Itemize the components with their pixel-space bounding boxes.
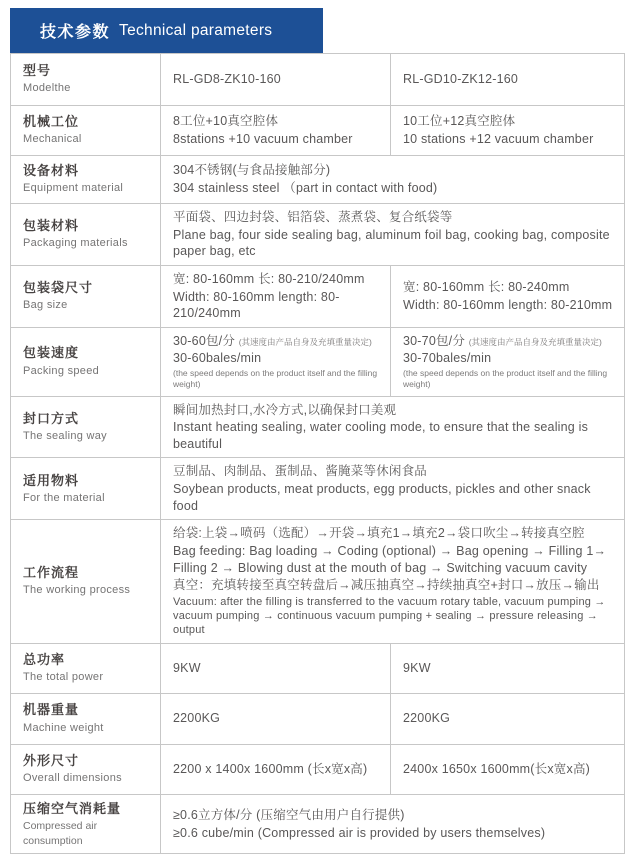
value-line: (the speed depends on the product itself and the filling weight) bbox=[403, 368, 608, 390]
value-line: (the speed depends on the product itself and the filling weight) bbox=[173, 368, 378, 390]
row-value-cell bbox=[161, 520, 625, 643]
row-label-en: Packing speed bbox=[23, 364, 100, 377]
row-value-cell bbox=[161, 643, 391, 693]
value-line: 304不锈钢(与食品接触部分) bbox=[173, 163, 331, 178]
value-line: 2200KG bbox=[403, 711, 451, 726]
row-label-zh: 包装速度 bbox=[23, 345, 80, 361]
row-label-cell bbox=[11, 458, 161, 520]
row-label-cell bbox=[11, 693, 161, 744]
table-row bbox=[11, 693, 625, 744]
value-line: RL-GD8-ZK10-160 bbox=[173, 72, 281, 87]
row-label-cell bbox=[11, 643, 161, 693]
value-line: Width: 80-160mm length: 80-210/240mm bbox=[173, 289, 340, 321]
row-value-cell bbox=[391, 106, 625, 156]
table-row bbox=[11, 458, 625, 520]
row-label-en: Equipment material bbox=[23, 182, 124, 195]
value-line: 8工位+10真空腔体 bbox=[173, 114, 279, 129]
value-line: 30-70bales/min bbox=[403, 351, 492, 366]
value-line: 2400x 1650x 1600mm(长x宽x高) bbox=[403, 761, 591, 776]
row-label-zh: 压缩空气消耗量 bbox=[23, 800, 122, 816]
value-line: 瞬间加热封口,水冷方式,以确保封口美观 bbox=[173, 402, 397, 417]
table-row bbox=[11, 643, 625, 693]
section-title-en: Technical parameters bbox=[119, 21, 273, 39]
row-value-cell bbox=[391, 744, 625, 794]
row-value-cell bbox=[161, 156, 625, 204]
row-value-cell bbox=[161, 204, 625, 266]
row-label-zh: 外形尺寸 bbox=[23, 752, 80, 768]
value-line: 豆制品、肉制品、蛋制品、酱腌菜等休闲食品 bbox=[173, 464, 428, 479]
value-line: Plane bag, four side sealing bag, aluminum foil bag, cooking bag, composite paper bag, etc bbox=[173, 227, 610, 259]
value-line: 平面袋、四边封袋、铝箔袋、蒸煮袋、复合纸袋等 bbox=[173, 210, 453, 224]
value-line: 2200 x 1400x 1600mm (长x宽x高) bbox=[173, 761, 368, 776]
value-line: 9KW bbox=[403, 660, 431, 675]
row-label-en: Bag size bbox=[23, 299, 68, 312]
table-row bbox=[11, 327, 625, 396]
table-row bbox=[11, 396, 625, 458]
table-row bbox=[11, 156, 625, 204]
row-value-cell bbox=[161, 693, 391, 744]
value-line: 30-60bales/min bbox=[173, 351, 262, 366]
row-value-cell bbox=[161, 794, 625, 854]
row-label-zh: 适用物料 bbox=[23, 472, 80, 488]
row-value-cell bbox=[161, 458, 625, 520]
row-label-en: Compressed air consumption bbox=[23, 819, 98, 847]
row-label-cell bbox=[11, 156, 161, 204]
table-row bbox=[11, 204, 625, 266]
row-label-zh: 设备材料 bbox=[23, 163, 80, 179]
value-line: 9KW bbox=[173, 660, 201, 675]
value-line: 给袋:上袋→喷码（选配）→开袋→填充1→填充2→袋口吹尘→转接真空腔 bbox=[173, 526, 585, 541]
row-label-cell bbox=[11, 744, 161, 794]
value-line: Soybean products, meat products, egg products, pickles and other snack food bbox=[173, 482, 591, 513]
value-line: 30-60包/分 (其速度由产品自身及充填重量决定) bbox=[173, 333, 372, 348]
row-label-zh: 机器重量 bbox=[23, 702, 80, 718]
value-line: 10工位+12真空腔体 bbox=[403, 114, 516, 129]
row-value-cell bbox=[161, 327, 391, 396]
row-label-cell bbox=[11, 794, 161, 854]
row-value-cell bbox=[161, 106, 391, 156]
row-label-en: The working process bbox=[23, 584, 131, 597]
table-row bbox=[11, 794, 625, 854]
table-row bbox=[11, 106, 625, 156]
row-label-cell bbox=[11, 396, 161, 458]
value-line: RL-GD10-ZK12-160 bbox=[403, 72, 519, 87]
row-label-zh: 包装材料 bbox=[23, 218, 80, 234]
technical-parameters-table bbox=[10, 53, 625, 854]
row-value-cell bbox=[391, 643, 625, 693]
value-line: 宽: 80-160mm 长: 80-210/240mm bbox=[173, 271, 365, 286]
row-label-en: The total power bbox=[23, 671, 104, 684]
row-label-en: The sealing way bbox=[23, 429, 107, 442]
row-label-zh: 机械工位 bbox=[23, 114, 80, 130]
row-label-en: Modelthe bbox=[23, 82, 71, 95]
value-line: 2200KG bbox=[173, 711, 221, 726]
value-line: 真空：充填转接至真空转盘后→减压抽真空→持续抽真空+封口→放压→输出 bbox=[173, 578, 600, 593]
value-line: 宽: 80-160mm 长: 80-240mm bbox=[403, 280, 570, 295]
row-label-en: Machine weight bbox=[23, 721, 104, 734]
row-label-cell bbox=[11, 265, 161, 327]
row-label-cell bbox=[11, 520, 161, 643]
value-line: ≥0.6 cube/min (Compressed air is provided by users themselves) bbox=[173, 825, 546, 840]
value-line: 304 stainless steel （part in contact with food) bbox=[173, 181, 438, 195]
row-label-cell bbox=[11, 106, 161, 156]
value-line: Instant heating sealing, water cooling mode, to ensure that the sealing is beautiful bbox=[173, 420, 589, 451]
value-line: 10 stations +12 vacuum chamber bbox=[403, 132, 594, 146]
row-value-cell bbox=[161, 265, 391, 327]
section-title-banner bbox=[10, 8, 323, 53]
row-label-en: Packaging materials bbox=[23, 237, 128, 250]
row-value-cell bbox=[391, 54, 625, 106]
table-row bbox=[11, 744, 625, 794]
row-value-cell bbox=[391, 693, 625, 744]
value-line: 8stations +10 vacuum chamber bbox=[173, 132, 353, 146]
row-value-cell bbox=[161, 744, 391, 794]
row-label-en: Mechanical bbox=[23, 133, 82, 146]
table-row bbox=[11, 54, 625, 106]
row-value-cell bbox=[161, 396, 625, 458]
table-row bbox=[11, 265, 625, 327]
row-label-zh: 封口方式 bbox=[23, 410, 80, 426]
row-label-zh: 工作流程 bbox=[23, 565, 80, 581]
row-label-zh: 包装袋尺寸 bbox=[23, 280, 94, 296]
value-line: Vacuum: after the filling is transferred to the vacuum rotary table, vacuum pumping → vacuum pumping → continuous vacuum pumping + sealing → pressure releasing → output bbox=[173, 595, 606, 637]
row-label-zh: 总功率 bbox=[23, 651, 66, 667]
row-value-cell bbox=[391, 265, 625, 327]
row-value-cell bbox=[161, 54, 391, 106]
row-label-zh: 型号 bbox=[23, 63, 52, 79]
row-label-en: Overall dimensions bbox=[23, 772, 122, 785]
value-line: Bag feeding: Bag loading → Coding (optional) → Bag opening → Filling 1→ Filling 2 → Blowing dust at the mouth of bag → Switching vacuum cavity bbox=[173, 543, 607, 575]
row-label-en: For the material bbox=[23, 491, 105, 504]
value-line: ≥0.6立方体/分 (压缩空气由用户自行提供) bbox=[173, 807, 405, 822]
value-line: 30-70包/分 (其速度由产品自身及充填重量决定) bbox=[403, 333, 602, 348]
row-label-cell bbox=[11, 54, 161, 106]
row-label-cell bbox=[11, 327, 161, 396]
value-line: Width: 80-160mm length: 80-210mm bbox=[403, 297, 613, 312]
row-label-cell bbox=[11, 204, 161, 266]
spec-table-body bbox=[11, 54, 625, 854]
section-title-zh: 技术参数 bbox=[40, 24, 111, 41]
table-row bbox=[11, 520, 625, 643]
row-value-cell bbox=[391, 327, 625, 396]
